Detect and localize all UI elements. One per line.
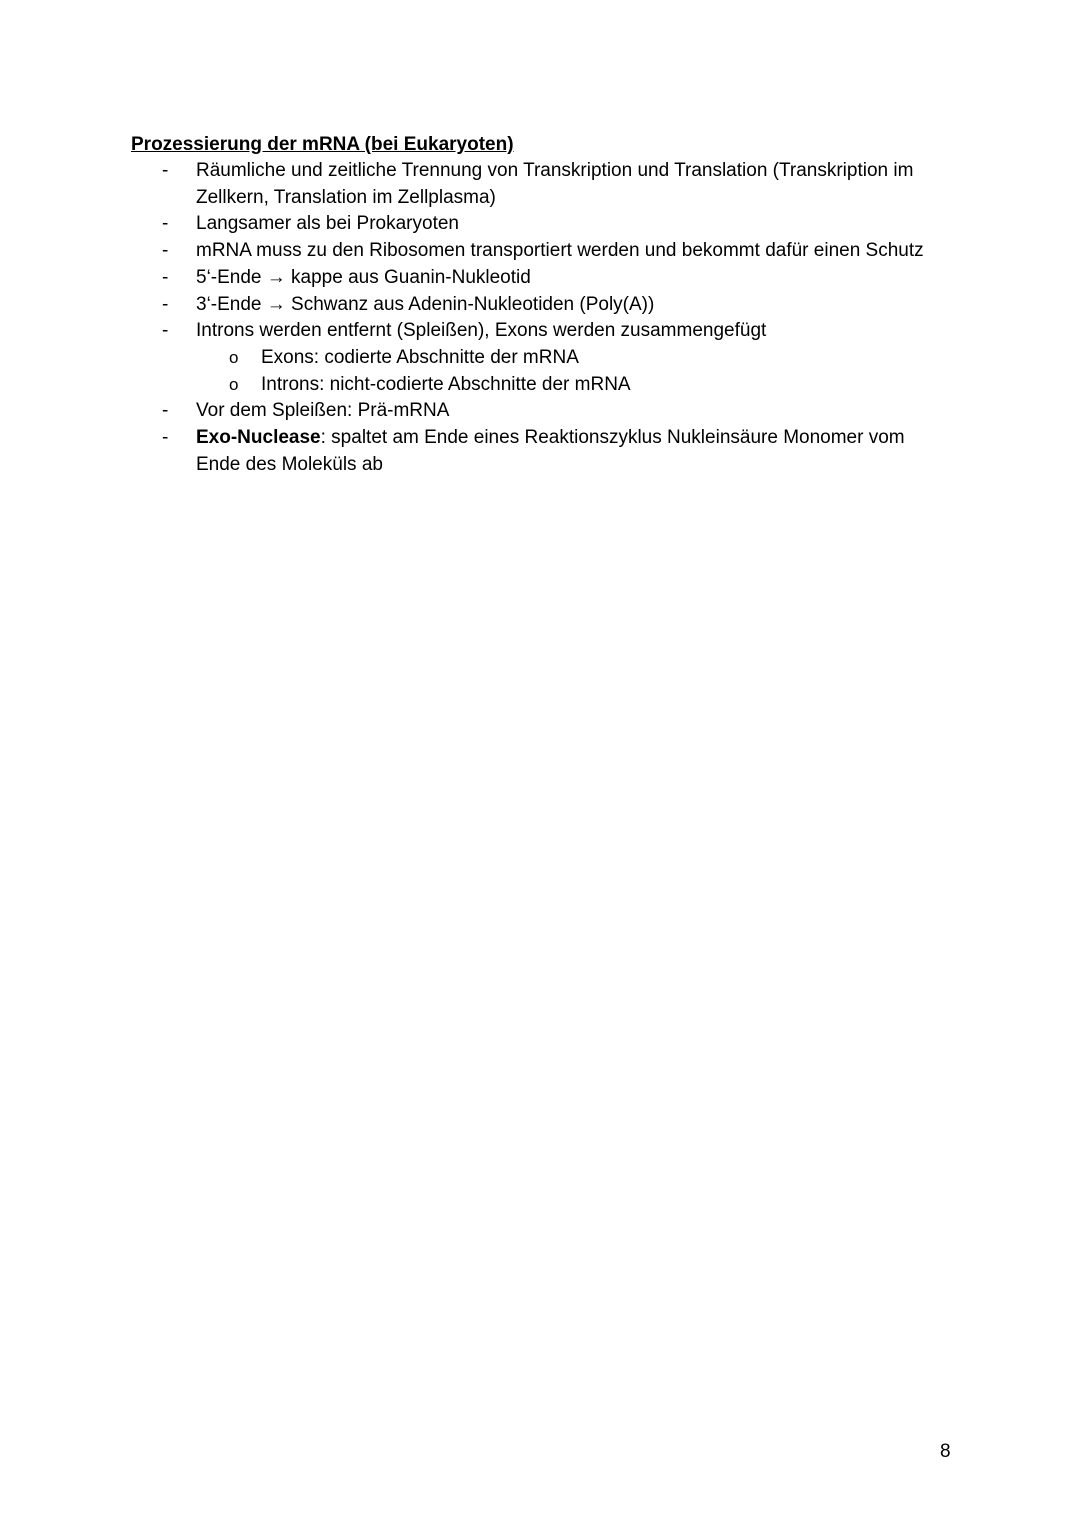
section-heading: Prozessierung der mRNA (bei Eukaryoten)	[131, 134, 514, 155]
list-item	[0, 318, 1080, 345]
list-item	[0, 238, 1080, 265]
bullet-dash: -	[162, 213, 169, 235]
list-item-text: Vor dem Spleißen: Prä-mRNA	[196, 400, 450, 422]
circle-bullet-icon: o	[229, 374, 239, 394]
list-item-text: 5‘-Ende → kappe aus Guanin-Nukleotid	[196, 266, 531, 288]
list-item-text: Introns werden entfernt (Spleißen), Exons werden zusammengefügt	[196, 320, 767, 342]
list-item	[0, 211, 1080, 238]
list-item-text: Langsamer als bei Prokaryoten	[196, 213, 459, 235]
bullet-dash: -	[162, 266, 169, 288]
bullet-dash: -	[162, 293, 169, 315]
list-item-text: Räumliche und zeitliche Trennung von Transkription und Translation (Transkription im Zellkern, Translation im Zellplasma)	[196, 160, 914, 208]
bullet-dash: -	[162, 240, 169, 262]
list-item	[0, 158, 1080, 211]
list-item-text: mRNA muss zu den Ribosomen transportiert werden und bekommt dafür einen Schutz	[196, 240, 924, 262]
page-number: 8	[940, 1441, 951, 1462]
sub-list-item-text: Exons: codierte Abschnitte der mRNA	[261, 346, 579, 368]
sub-list-item	[0, 345, 1080, 372]
sub-list-item-text: Introns: nicht-codierte Abschnitte der mRNA	[261, 373, 631, 395]
list-item-text: 3‘-Ende → Schwanz aus Adenin-Nukleotiden (Poly(A))	[196, 293, 655, 315]
circle-bullet-icon: o	[229, 347, 239, 367]
bullet-dash: -	[162, 320, 169, 342]
bullet-list	[0, 158, 1080, 478]
bullet-dash: -	[162, 400, 169, 422]
list-item	[0, 292, 1080, 319]
list-item	[0, 265, 1080, 292]
list-item	[0, 425, 1080, 478]
list-item-text: : spaltet am Ende eines Reaktionszyklus Nukleinsäure Monomer vom Ende des Moleküls ab	[196, 427, 905, 475]
sub-list-item	[0, 372, 1080, 399]
definition-term: Exo-Nuclease	[196, 427, 321, 449]
list-item	[0, 398, 1080, 425]
bullet-dash: -	[162, 427, 169, 449]
bullet-dash: -	[162, 160, 169, 181]
